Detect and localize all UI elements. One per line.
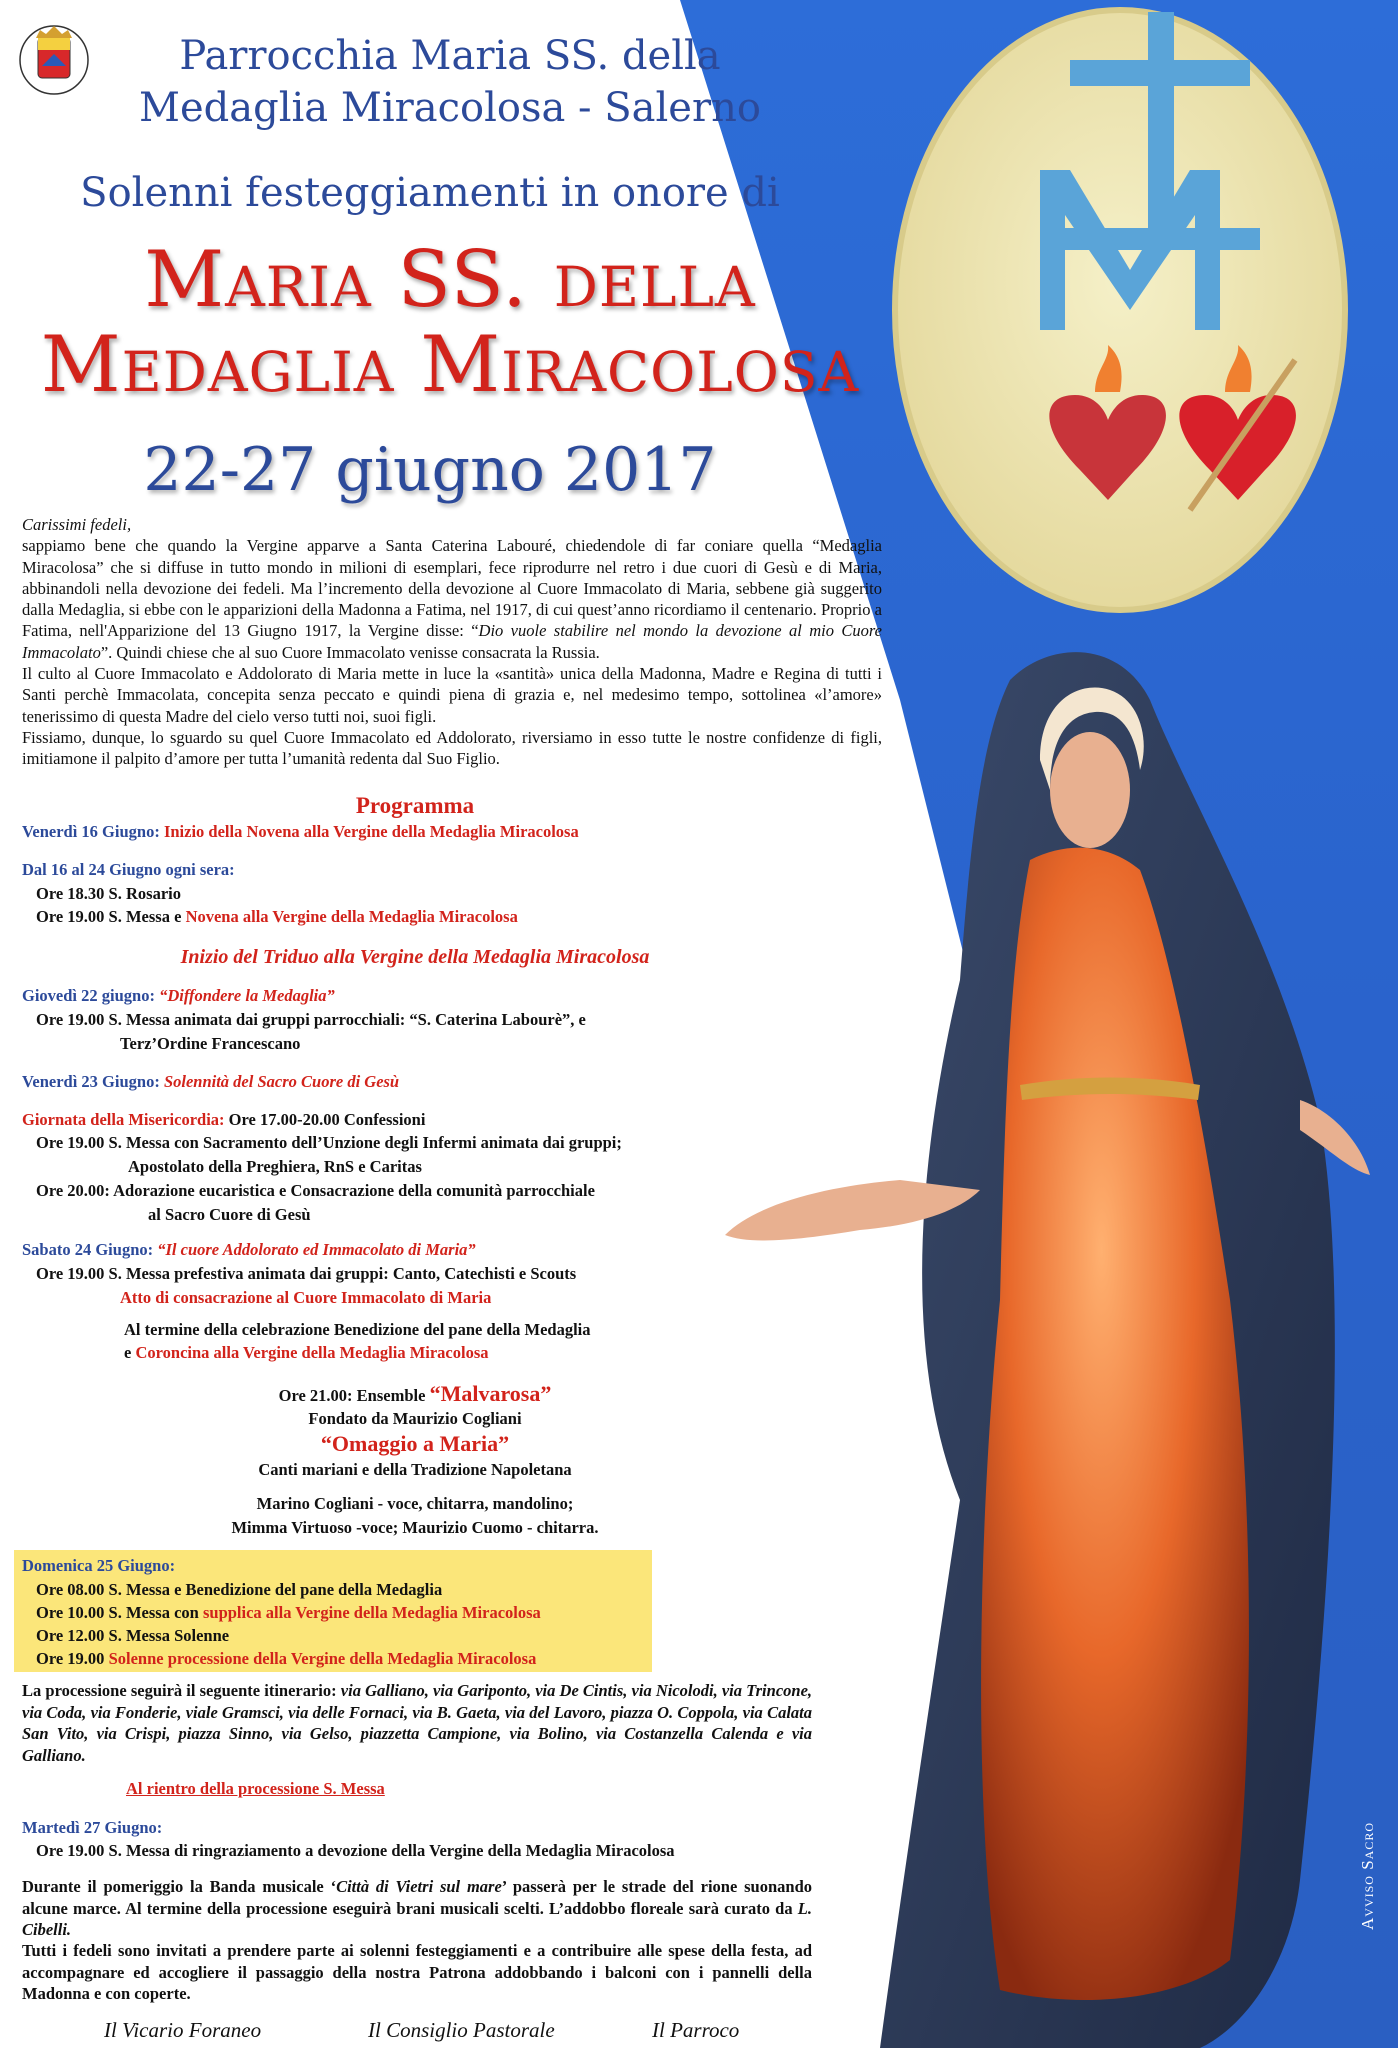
daily-head: Dal 16 al 24 Giugno ogni sera:: [22, 860, 235, 879]
signature-parroco: Il Parroco: [652, 2018, 740, 2042]
mis-l1: Ore 19.00 S. Messa con Sacramento dell’Unzione degli Infermi animata dai gruppi;: [36, 1133, 622, 1152]
fri16-line: Venerdì 16 Giugno: Inizio della Novena alla Vergine della Medaglia Miracolosa: [22, 822, 579, 841]
tue27-day: Martedì 27 Giugno:: [22, 1818, 163, 1837]
sun25-l1: Ore 08.00 S. Messa e Benedizione del pane della Medaglia: [36, 1580, 443, 1599]
sat24-l4: e Coroncina alla Vergine della Medaglia Miracolosa: [124, 1343, 489, 1362]
title-line1: Maria SS. della: [144, 235, 756, 325]
sat24-l2: Atto di consacrazione al Cuore Immacolato di Maria: [120, 1288, 492, 1307]
thu22-l1: Ore 19.00 S. Messa animata dai gruppi parrocchiali: “S. Caterina Labourè”, e: [36, 1010, 586, 1029]
letter-paragraph-1: sappiamo bene che quando la Vergine apparve a Santa Caterina Labouré, chiedendole di far coniare quella “Medaglia Miracolosa” che si diffuse in tutto mondo in milioni di esemplari, fece riprodurre nel retro i due cuori di Gesù e di Maria, abbinandoli nella devozione dei fedeli. Ma l’incremento della devozione al Cuore Immacolato di Maria, sebbene già suggerito dalla Medaglia, si ebbe con le apparizioni della Madonna a Fatima, nel 1917, di cui quest’anno ricordiamo il centenario. Proprio a Fatima, nell'Apparizione del 13 Giugno 1917, la Vergine disse: “Dio vuole stabilire nel mondo la devozione al mio Cuore Immacolato”. Quindi chiese che al suo Cuore Immacolato venisse consacrata la Russia.: [22, 536, 883, 662]
signature-consiglio: Il Consiglio Pastorale: [368, 2018, 555, 2042]
closing-paragraph: Tutti i fedeli sono invitati a prendere parte ai solenni festeggiamenti e a contribuire alle spese della festa, ad accompagnare ed accogliere il passaggio della nostra Patrona addobbando i balconi con i pannelli della Madonna e con coperte.: [22, 1941, 812, 2003]
fri23-line: Venerdì 23 Giugno: Solennità del Sacro Cuore di Gesù: [22, 1072, 400, 1091]
daily-line1: Ore 18.30 S. Rosario: [36, 884, 181, 903]
concert-performers-1: Marino Cogliani - voce, chitarra, mandolino;: [256, 1494, 574, 1513]
sat24-l1: Ore 19.00 S. Messa prefestiva animata dai gruppi: Canto, Catechisti e Scouts: [36, 1264, 577, 1283]
pastoral-letter: [22, 514, 882, 770]
signature-vicario: Il Vicario Foraneo: [104, 2018, 262, 2042]
sun25-day: Domenica 25 Giugno:: [22, 1556, 176, 1575]
misericordia-line: Giornata della Misericordia: Ore 17.00-20.00 Confessioni: [22, 1110, 426, 1129]
mis-l2: Apostolato della Preghiera, RnS e Caritas: [128, 1157, 422, 1176]
mis-l3: Ore 20.00: Adorazione eucaristica e Consacrazione della comunità parrocchiale: [36, 1181, 595, 1200]
concert-founded: Fondato da Maurizio Cogliani: [308, 1409, 522, 1428]
sat24-l3: Al termine della celebrazione Benedizione del pane della Medaglia: [124, 1320, 591, 1339]
procession-route: La processione seguirà il seguente itinerario: via Galliano, via Gariponto, via De Cintis, via Nicolodi, via Trincone, via Coda, via Fonderie, viale Gramsci, via delle Fornaci, via B. Gaeta, via del Lavoro, piazza O. Coppola, via Calata San Vito, via Crispi, piazza Sinno, via Gelso, piazzetta Campione, via Bolino, via Costanzella Calenda e via Galliano.: [22, 1681, 813, 1765]
title-line2: Medaglia Miracolosa: [40, 320, 860, 410]
parish-name-line2: Medaglia Miracolosa - Salerno: [139, 85, 761, 131]
parish-name: [20, 30, 880, 134]
mis-l4: al Sacro Cuore di Gesù: [148, 1205, 311, 1224]
program-title: Programma: [355, 793, 475, 818]
rientro-line: Al rientro della processione S. Messa: [126, 1779, 385, 1798]
concert-subtitle: Canti mariani e della Tradizione Napoletana: [258, 1460, 572, 1479]
thu22-l2: Terz’Ordine Francescano: [120, 1034, 301, 1053]
sun25-l4: Ore 19.00 Solenne processione della Vergine della Medaglia Miracolosa: [36, 1649, 537, 1668]
mosaic-medal-image: [895, 10, 1345, 610]
parish-name-line1: Parrocchia Maria SS. della: [179, 33, 721, 79]
sun25-l2: Ore 10.00 S. Messa con supplica alla Vergine della Medaglia Miracolosa: [36, 1603, 541, 1622]
band-paragraph: Durante il pomeriggio la Banda musicale ‘Città di Vietri sul mare’ passerà per le strade del rione suonando alcune marce. Al termine della processione eseguirà brani musicali scelti. L’addobbo floreale sarà curato da L. Cibelli.: [22, 1877, 812, 1939]
triduo-heading: Inizio del Triduo alla Vergine della Medaglia Miracolosa: [180, 946, 650, 968]
subtitle: Solenni festeggiamenti in onore di: [80, 170, 780, 216]
letter-paragraph-2: Il culto al Cuore Immacolato e Addolorato di Maria mette in luce la «santità» unica della Madonna, Madre e Regina di tutti i Santi perchè Immacolata, concepita senza peccato e quindi piena di grazia e, nel medesimo tempo, sottolinea «l’amore» tenerissimo di questa Madre del cielo verso tutti noi, suoi figli.: [22, 664, 882, 726]
letter-greeting: Carissimi fedeli,: [22, 515, 132, 534]
concert-title: “Omaggio a Maria”: [320, 1431, 510, 1456]
sun25-l3: Ore 12.00 S. Messa Solenne: [36, 1626, 230, 1645]
concert-line: Ore 21.00: Ensemble “Malvarosa”: [278, 1381, 552, 1406]
sat24-line: Sabato 24 Giugno: “Il cuore Addolorato ed Immacolato di Maria”: [22, 1240, 476, 1259]
letter-paragraph-3: Fissiamo, dunque, lo sguardo su quel Cuore Immacolato ed Addolorato, riversiamo in esso tutte le nostre confidenze di figli, imitiamone il palpito d’amore per tutta l’umanità redenta dal Suo Figlio.: [22, 727, 882, 769]
thu22-line: Giovedì 22 giugno: “Diffondere la Medaglia”: [22, 986, 335, 1005]
watermark: Avviso Sacro: [1358, 1822, 1377, 1930]
tue27-l1: Ore 19.00 S. Messa di ringraziamento a devozione della Vergine della Medaglia Miracolosa: [36, 1841, 675, 1860]
concert-performers-2: Mimma Virtuoso -voce; Maurizio Cuomo - chitarra.: [231, 1518, 599, 1537]
event-date: 22-27 giugno 2017: [143, 435, 717, 505]
daily-line2: Ore 19.00 S. Messa e Novena alla Vergine della Medaglia Miracolosa: [36, 907, 518, 926]
